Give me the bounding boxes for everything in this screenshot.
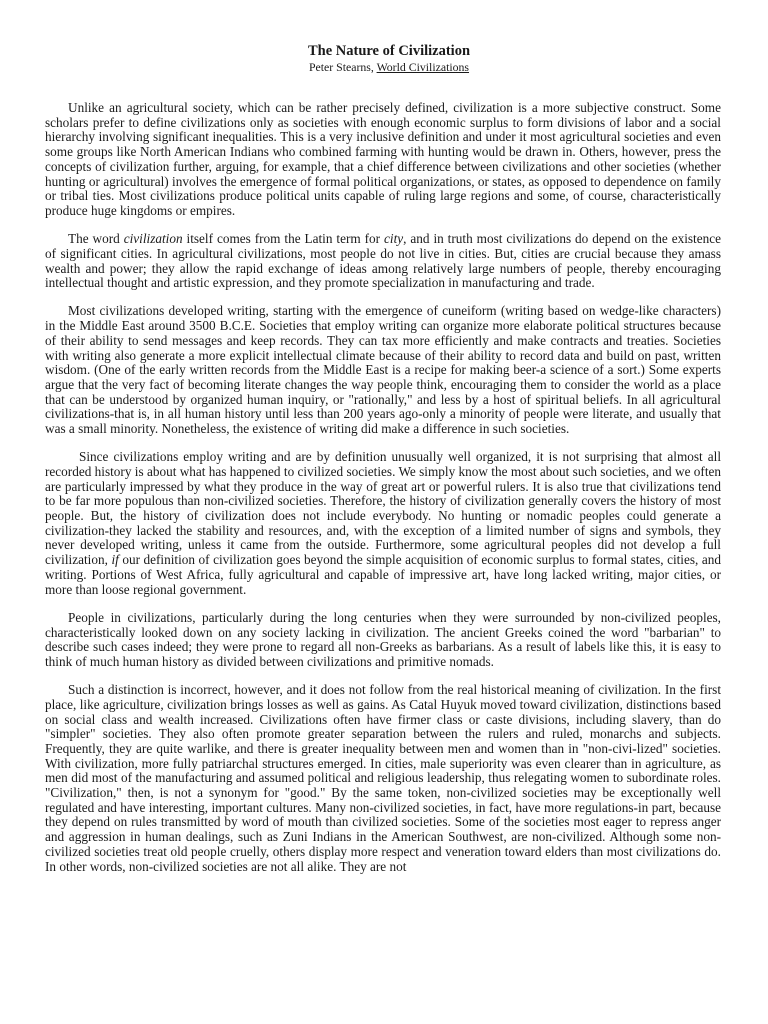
paragraph-text: our definition of civilization goes beyond the simple acquisition of economic surplus to formal states, cities, and writing. Portions of West Africa, fully agricultural and capable of impressive art, have long lacked writing, major cities, or more than loose regional government. [45,552,721,597]
paragraph-text: , and in truth most civilizations do depend on the existence of significant cities. In agricultural civilizations, most people do not live in cities. But, cities are crucial because they amass wealth and power; they allow the rapid exchange of ideas among relatively large numbers of people, thereby encouraging intellectual thought and artistic expression, and they promote specialization in manufacturing and trade. [45,231,721,291]
document-header [0,43,768,74]
paragraph-5 [45,611,721,670]
book-title: World Civilizations [376,60,470,74]
emphasis-city: city [384,231,404,247]
paragraph-3 [45,304,721,436]
paragraph-text: Since civilizations employ writing and are by definition unusually well organized, it is not surprising that almost all recorded history is about what has happened to civilized societies. We simply know the most about such societies, and we often are particularly impressed by what they produce in the way of great art or powerful rulers. It is also true that civilizations tend to be far more populous than non-civilized societies. Therefore, the history of civilization generally covers the history of most people. But, the history of civilization does not include everybody. No hunting or nomadic peoples could generate a civilization-they lacked the stability and resources, and, with the exception of a limited number of signs and symbols, they never developed writing, unless it came from the outside. Furthermore, some agricultural peoples did not develop a full civilization, [45,449,721,568]
paragraph-text: Such a distinction is incorrect, however, and it does not follow from the real historical meaning of civilization. In the first place, like agriculture, civilization brings losses as well as gains. As Catal Huyuk moved toward civilization, distinctions based on social class and wealth increased. Civilizations often have firmer class or caste divisions, including slavery, than do "simpler" societies. They also often promote greater separation between the rulers and ruled, monarchs and subjects. Frequently, they are quite warlike, and there is greater inequality between men and women than in "non-civi-lized" societies. With civilization, more fully patriarchal structures emerged. In cities, male superiority was even clearer than in agriculture, as men did most of the manufacturing and assumed political and religious leadership, thus relegating women to subordinate roles. "Civilization," then, is not a synonym for "good." By the same token, non-civilized societies may be exceptionally well regulated and have interesting, important cultures. Many non-civilized societies, in fact, have more regulations-in part, because they depend on rules transmitted by word of mouth than civilized societies. Some of the societies most eager to repress anger and aggression in human dealings, such as Zuni Indians in the American Southwest, are non-civilized. Although some non-civilized societies treat old people cruelly, others display more respect and veneration toward elders than most civilizations do. In other words, non-civilized societies are not all alike. They are not [45,682,721,874]
emphasis-civilization: civilization [123,231,183,247]
paragraph-text: The word [68,231,124,247]
paragraph-4 [45,450,721,597]
paragraph-text: Most civilizations developed writing, starting with the emergence of cuneiform (writing based on wedge-like characters) in the Middle East around 3500 B.C.E. Societies that employ writing can organize more elaborate political structures because of their ability to send messages and keep records. They can tax more efficiently and make contracts and treaties. Societies with writing also generate a more explicit intellectual climate because of their ability to record data and build on past, written wisdom. (One of the early written records from the Middle East is a recipe for making beer-a science of a sort.) Some experts argue that the very fact of becoming literate changes the way people think, encouraging them to consider the world as a place that can be understood by organized human inquiry, or "rationally," and less by a host of spiritual beliefs. In all agricultural civilizations-that is, in all human history until less than 200 years ago-only a minority of people were literate, and usually that was a small minority. Nonetheless, the existence of writing did make a difference in such societies. [45,303,721,437]
document-subtitle [0,60,768,74]
paragraph-6 [45,683,721,874]
paragraph-text: itself comes from the Latin term for [182,231,385,247]
paragraph-text: People in civilizations, particularly during the long centuries when they were surrounded by non-civilized peoples, characteristically looked down on any society lacking in civilization. The ancient Greeks coined the word "barbarian" to describe such cases indeed; they were prone to regard all non-Greeks as barbarians. As a result of labels like this, it is easy to think of much human history as divided between civilizations and primitive nomads. [45,609,721,669]
emphasis-if: if [111,552,119,568]
paragraph-1 [45,101,721,219]
paragraph-text: Unlike an agricultural society, which can be rather precisely defined, civilization is a more subjective construct. Some scholars prefer to define civilizations only as societies with enough economic surplus to form divisions of labor and a social hierarchy involving significant inequalities. This is a very inclusive definition and under it most agricultural societies and even some groups like North American Indians who combined farming with hunting would be drawn in. Others, however, press the concepts of civilization further, arguing, for example, that a chief difference between civilizations and other societies (whether hunting or agricultural) involves the emergence of formal political organizations, or states, as opposed to dependence on family or tribal ties. Most civilizations produce political units capable of ruling large regions and some, of course, characteristically produce huge kingdoms or empires. [45,100,721,218]
document-title: The Nature of Civilization [307,43,471,59]
author-name: Peter Stearns, [308,60,377,74]
document-body [45,101,721,888]
paragraph-2 [45,232,721,291]
